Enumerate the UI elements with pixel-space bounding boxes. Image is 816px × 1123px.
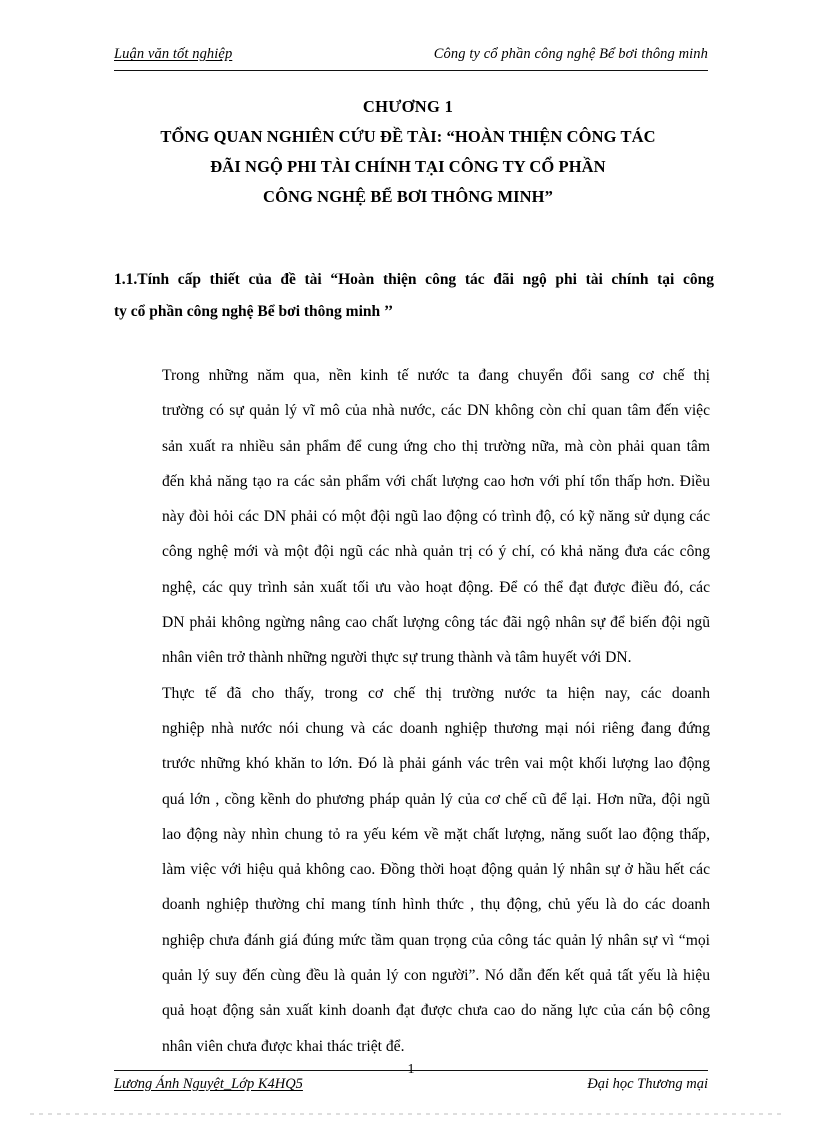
chapter-title-line-3: CÔNG NGHỆ BỂ BƠI THÔNG MINH” bbox=[263, 187, 553, 206]
header-right-text: Công ty cổ phần công nghệ Bể bơi thông minh bbox=[433, 46, 708, 62]
paragraph-2-line-5: lao động này nhìn chung tỏ ra yếu kém về mặt chất lượng, năng suốt lao động thấp, bbox=[162, 825, 710, 843]
chapter-title-block bbox=[108, 92, 708, 212]
paragraph-1-line-8: DN phải không ngừng nâng cao chất lượng công tác đãi ngộ nhân sự để biến đội ngũ bbox=[162, 614, 710, 632]
paragraph-1-line-1: Trong những năm qua, nền kinh tế nước ta đang chuyển đổi sang cơ chế thị bbox=[162, 367, 710, 384]
section-heading-line-1: 1.1.Tính cấp thiết của đề tài “Hoàn thiện công tác đãi ngộ phi tài chính tại công bbox=[114, 271, 714, 288]
paragraph-2-line-7: doanh nghiệp thường chỉ mang tính hình thức , thụ động, chủ yếu là do các doanh bbox=[162, 896, 710, 914]
paragraph-2-line-4: quá lớn , cồng kềnh do phương pháp quản lý của cơ chế cũ để lại. Hơn nữa, đội ngũ bbox=[162, 790, 710, 808]
paragraph-1-line-6: công nghệ mới và một đội ngũ các nhà quản trị có ý chí, có khả năng đưa các công bbox=[162, 543, 710, 561]
paragraph-2 bbox=[114, 676, 710, 1064]
paragraph-1-line-2: trường có sự quản lý vĩ mô của nhà nước, các DN không còn chỉ quan tâm đến việc bbox=[162, 402, 710, 420]
paragraph-1-line-9: nhân viên trở thành những người thực sự trung thành và tâm huyết với DN. bbox=[162, 649, 632, 667]
paragraph-2-line-10: quả hoạt động sản xuất kinh doanh đạt được chưa cao do năng lực của cán bộ công bbox=[162, 1002, 710, 1020]
section-heading-line-2: ty cổ phần công nghệ Bể bơi thông minh ’’ bbox=[114, 303, 394, 320]
paragraph-2-line-3: trước những khó khăn to lớn. Đó là phải gánh vác trên vai một khối lượng lao động bbox=[162, 755, 710, 773]
paragraph-1 bbox=[114, 358, 710, 676]
chapter-title-line-2: ĐÃI NGỘ PHI TÀI CHÍNH TẠI CÔNG TY CỔ PHẦN bbox=[210, 157, 606, 176]
paragraph-1-line-5: này đòi hỏi các DN phải có một đội ngũ lao động có trình độ, có kỹ năng sử dụng các bbox=[162, 508, 710, 526]
running-header bbox=[114, 46, 708, 63]
body-text bbox=[114, 358, 710, 1064]
scan-edge-artifact bbox=[0, 1107, 816, 1123]
paragraph-2-line-6: làm việc với hiệu quả không cao. Đồng thời hoạt động quản lý nhân sự ở hầu hết các bbox=[162, 861, 710, 879]
paragraph-1-line-7: nghệ, các quy trình sản xuất tối ưu vào hoạt động. Để có thể đạt được điều đó, các bbox=[162, 578, 710, 596]
header-divider bbox=[114, 70, 708, 71]
chapter-title-line-1: TỔNG QUAN NGHIÊN CỨU ĐỀ TÀI: “HOÀN THIỆN CÔNG TÁC bbox=[160, 127, 656, 146]
paragraph-1-line-3: sản xuất ra nhiều sản phẩm để cung ứng cho thị trường nữa, mà còn phải quan tâm bbox=[162, 437, 710, 455]
paragraph-2-line-2: nghiệp nhà nước nói chung và các doanh nghiệp thương mại nói riêng đang đứng bbox=[162, 719, 710, 737]
section-heading-1-1 bbox=[114, 264, 714, 328]
paragraph-2-line-8: nghiệp chưa đánh giá đúng mức tầm quan trọng của công tác quản lý nhân sự vì “mọi bbox=[162, 931, 710, 949]
chapter-number: CHƯƠNG 1 bbox=[362, 97, 454, 116]
paragraph-2-line-9: quản lý suy đến cùng đều là quản lý con người”. Nó dẫn đến kết quả tất yếu là hiệu bbox=[162, 967, 710, 985]
footer-right-text: Đại học Thương mại bbox=[587, 1076, 708, 1092]
paragraph-2-line-1: Thực tế đã cho thấy, trong cơ chế thị trường nước ta hiện nay, các doanh bbox=[162, 684, 710, 702]
paragraph-2-line-11: nhân viên chưa được khai thác triệt để. bbox=[162, 1037, 405, 1055]
footer-left-text: Lương Ánh Nguyệt_Lớp K4HQ5 bbox=[114, 1076, 303, 1092]
page-number: 1 bbox=[407, 1062, 415, 1077]
paragraph-1-line-4: đến khả năng tạo ra các sản phẩm với chất lượng cao hơn với phí tổn thấp hơn. Điều bbox=[162, 472, 710, 490]
header-left-text: Luận văn tốt nghiệp bbox=[114, 46, 233, 62]
running-footer bbox=[114, 1062, 708, 1093]
